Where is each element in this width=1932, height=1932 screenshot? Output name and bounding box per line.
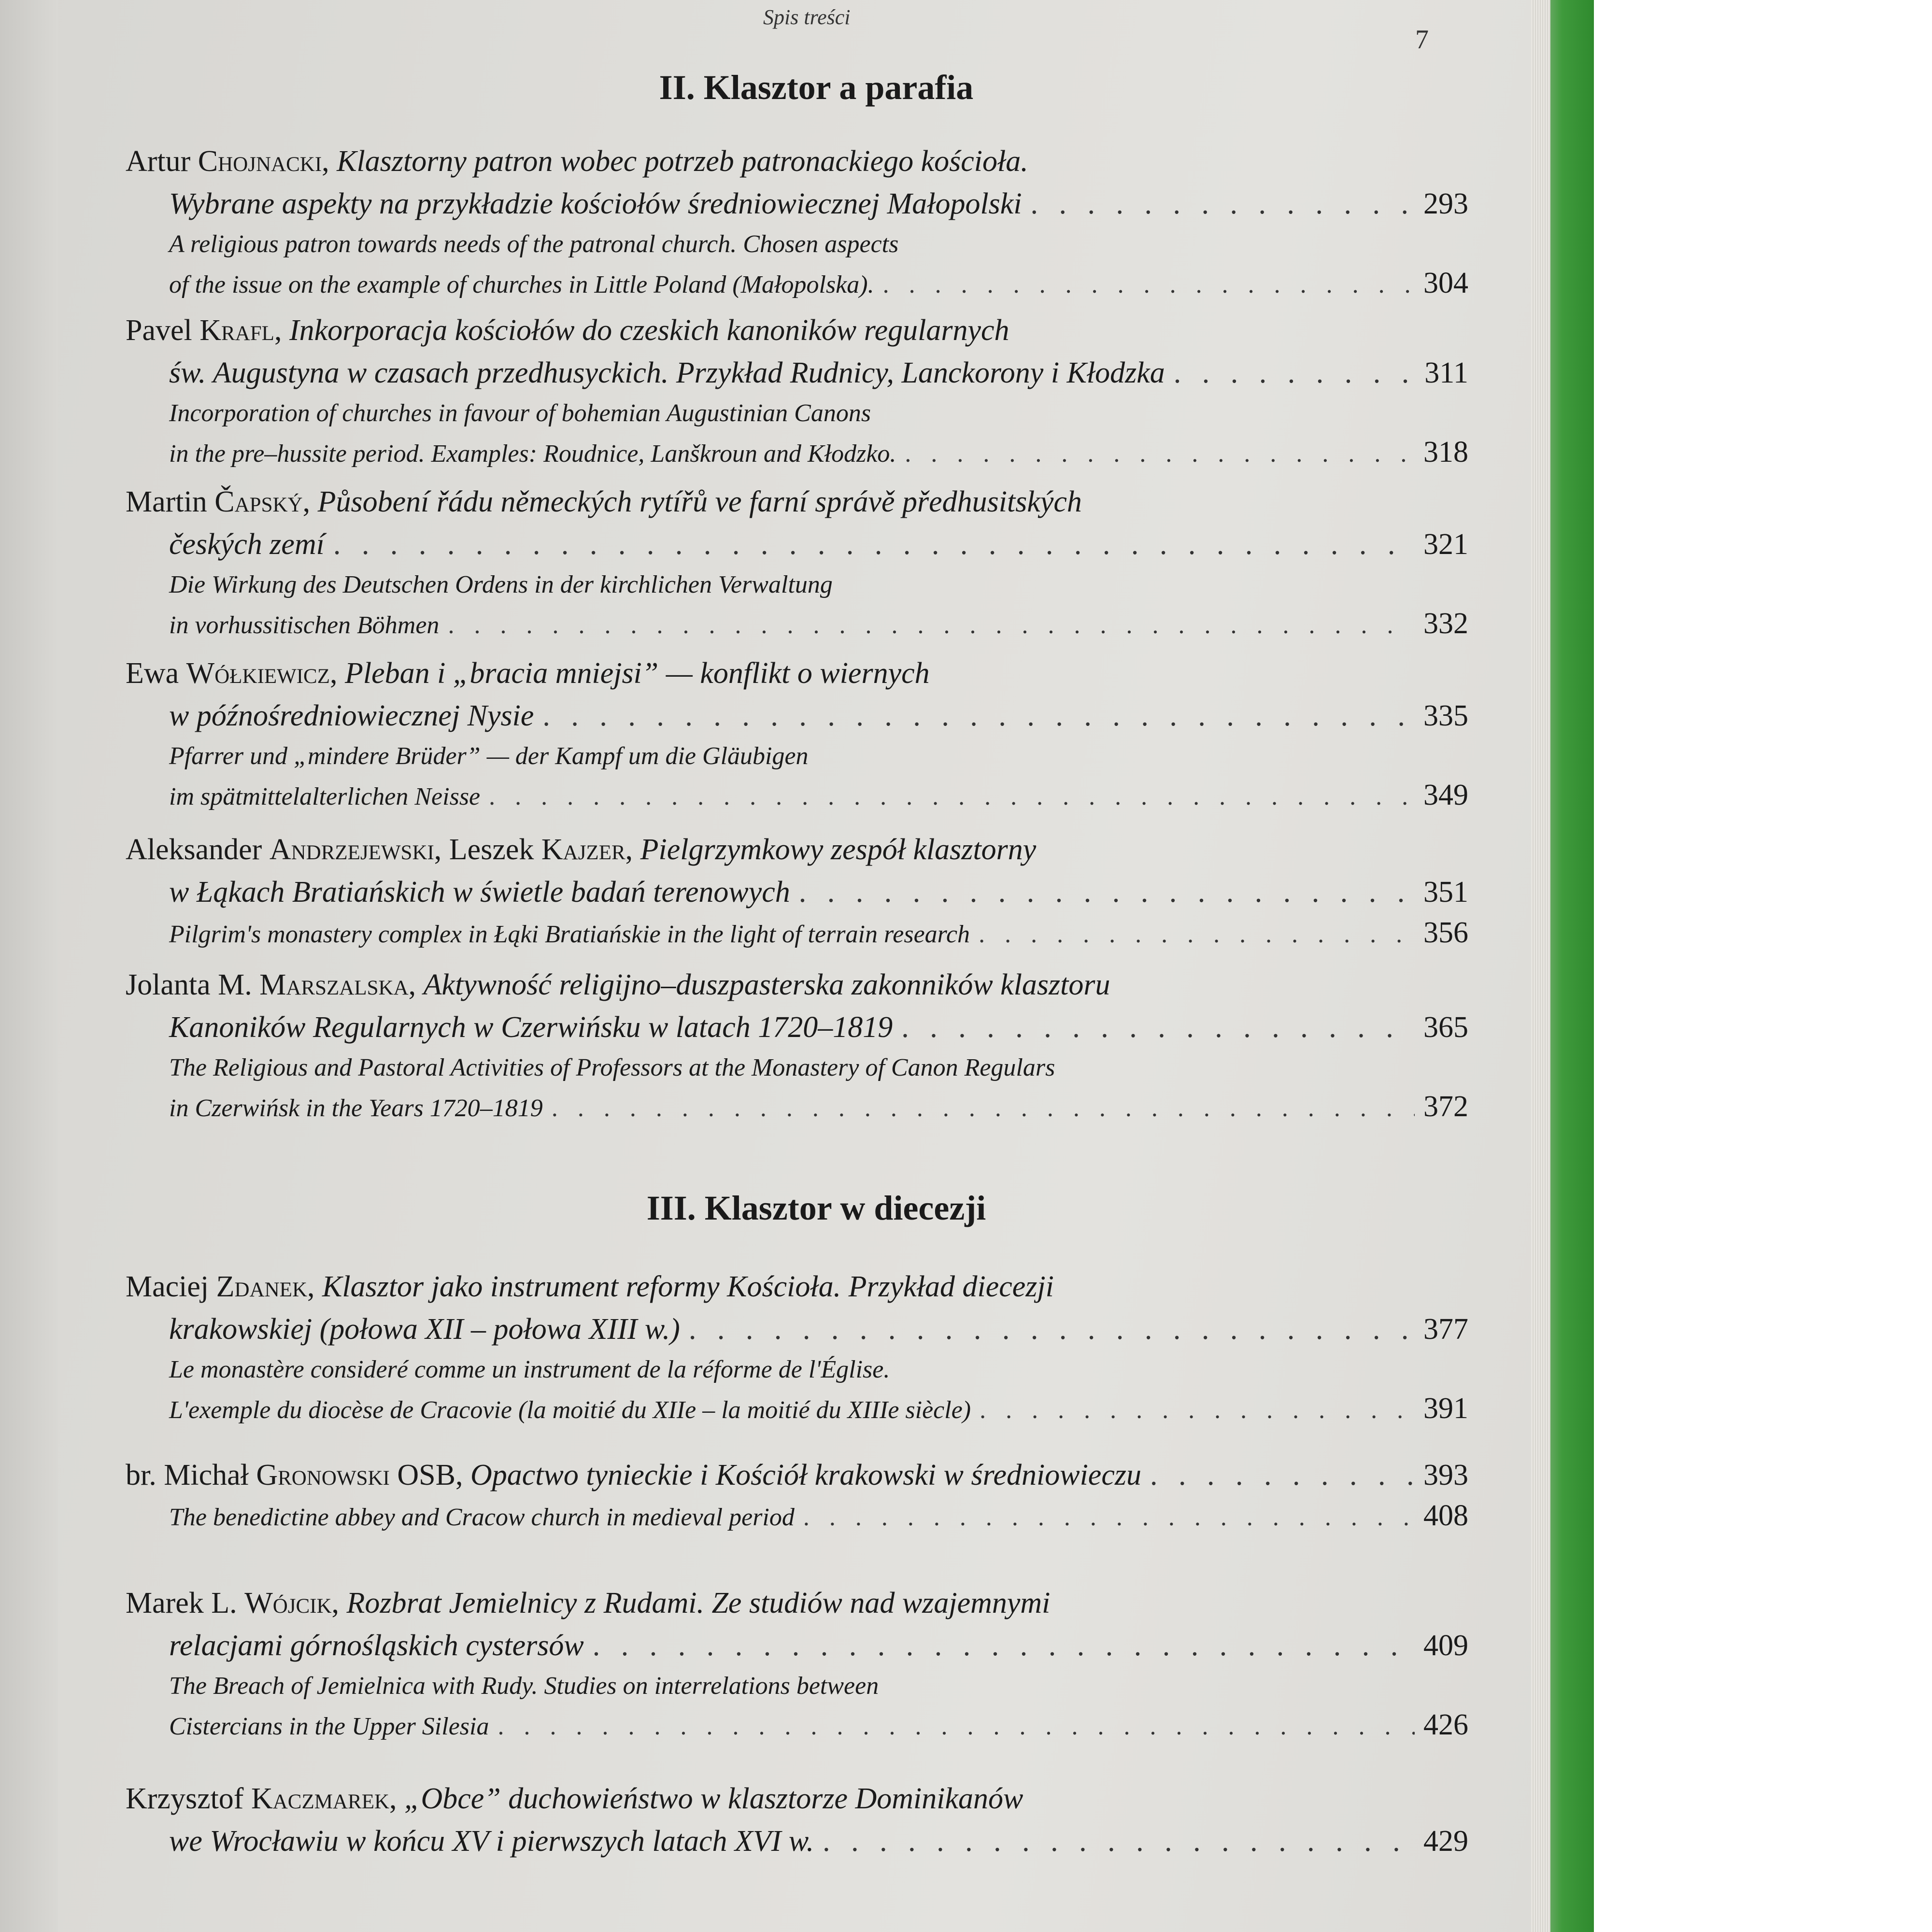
dot-leader bbox=[448, 606, 1415, 645]
page-ref: 351 bbox=[1423, 876, 1468, 909]
dot-leader bbox=[542, 695, 1415, 737]
entry-title-cont: českých zemí bbox=[169, 528, 325, 561]
toc-entry bbox=[126, 309, 1468, 473]
toc-entry bbox=[126, 652, 1468, 816]
toc-entry bbox=[126, 1777, 1468, 1862]
entry-title-cont: w późnośredniowiecznej Nysie bbox=[169, 699, 534, 732]
translated-title-cont: in vorhussitischen Böhmen bbox=[169, 611, 440, 639]
page-ref: 391 bbox=[1423, 1392, 1468, 1425]
page-ref: 408 bbox=[1423, 1499, 1468, 1532]
author: Krzysztof Kaczmarek, bbox=[126, 1782, 397, 1815]
toc-entry bbox=[126, 1582, 1468, 1746]
page-ref: 332 bbox=[1423, 607, 1468, 640]
page-number: 7 bbox=[1415, 25, 1429, 55]
author: Aleksander Andrzejewski, Leszek Kajzer, bbox=[126, 833, 633, 866]
dot-leader bbox=[883, 266, 1415, 304]
translated-title-cont: in Czerwińsk in the Years 1720–1819 bbox=[169, 1094, 543, 1122]
author: Ewa Wółkiewicz, bbox=[126, 657, 338, 690]
entry-title: Klasztorny patron wobec potrzeb patronackiego kościoła. bbox=[337, 145, 1028, 178]
page-ref: 349 bbox=[1423, 779, 1468, 811]
dot-leader bbox=[593, 1624, 1415, 1667]
entry-title-cont: relacjami górnośląskich cystersów bbox=[169, 1629, 584, 1662]
dot-leader bbox=[979, 915, 1415, 954]
dot-leader bbox=[552, 1089, 1415, 1128]
dot-leader bbox=[333, 523, 1415, 566]
translated-title: Pilgrim's monastery complex in Łąki Bratiańskie in the light of terrain research bbox=[169, 921, 970, 948]
entry-title: Působení řádu německých rytířů ve farní správě předhusitských bbox=[317, 485, 1082, 518]
entry-title: Aktywność religijno–duszpasterska zakonników klasztoru bbox=[423, 968, 1110, 1001]
translated-title: Die Wirkung des Deutschen Ordens in der kirchlichen Verwaltung bbox=[169, 571, 833, 598]
table-of-contents bbox=[126, 0, 1507, 1932]
page-gutter bbox=[0, 0, 58, 1932]
toc-entry bbox=[126, 1265, 1468, 1430]
entry-title: Opactwo tynieckie i Kościół krakowski w średniowieczu bbox=[470, 1459, 1141, 1492]
page-ref: 321 bbox=[1423, 528, 1468, 561]
author: Martin Čapský, bbox=[126, 485, 311, 518]
page-ref: 429 bbox=[1423, 1825, 1468, 1858]
entry-title: Pleban i „bracia mniejsi” — konflikt o wiernych bbox=[345, 657, 930, 690]
entry-title-cont: św. Augustyna w czasach przedhusyckich. Przykład Rudnicy, Lanckorony i Kłodzka bbox=[169, 356, 1165, 389]
translated-title: The Breach of Jemielnica with Rudy. Studies on interrelations between bbox=[169, 1672, 879, 1700]
toc-entry bbox=[126, 140, 1468, 304]
page-ref: 293 bbox=[1423, 187, 1468, 220]
entry-title: Rozbrat Jemielnicy z Rudami. Ze studiów nad wzajemnymi bbox=[346, 1587, 1051, 1619]
page-ref: 311 bbox=[1424, 356, 1468, 389]
translated-title-cont: im spätmittelalterlichen Neisse bbox=[169, 783, 481, 810]
dot-leader bbox=[901, 1006, 1415, 1049]
entry-title-cont: Wybrane aspekty na przykładzie kościołów średniowiecznej Małopolski bbox=[169, 187, 1022, 220]
translated-title: A religious patron towards needs of the patronal church. Chosen aspects bbox=[169, 230, 899, 258]
entry-title-cont: we Wrocławiu w końcu XV i pierwszych latach XVI w. bbox=[169, 1825, 814, 1858]
author: Pavel Krafl, bbox=[126, 314, 282, 347]
page-ref: 304 bbox=[1423, 267, 1468, 299]
translated-title-cont: Cistercians in the Upper Silesia bbox=[169, 1713, 489, 1740]
page-ref: 393 bbox=[1423, 1459, 1468, 1492]
page-ref: 372 bbox=[1423, 1090, 1468, 1123]
translated-title: The benedictine abbey and Cracow church in medieval period bbox=[169, 1504, 795, 1531]
dot-leader bbox=[823, 1820, 1415, 1862]
toc-entry bbox=[126, 828, 1468, 954]
translated-title: The Religious and Pastoral Activities of Professors at the Monastery of Canon Regulars bbox=[169, 1054, 1055, 1081]
entry-title: Inkorporacja kościołów do czeskich kanoników regularnych bbox=[289, 314, 1009, 347]
toc-entry bbox=[126, 1454, 1468, 1537]
author: Artur Chojnacki, bbox=[126, 145, 329, 178]
running-head: Spis treści bbox=[763, 5, 851, 29]
section-heading: III. Klasztor w diecezji bbox=[646, 1189, 986, 1227]
dot-leader bbox=[689, 1308, 1415, 1350]
page-ref: 426 bbox=[1423, 1708, 1468, 1741]
toc-entry bbox=[126, 964, 1468, 1128]
dot-leader bbox=[1174, 352, 1416, 394]
author: Jolanta M. Marszalska, bbox=[126, 968, 416, 1001]
page-ref: 365 bbox=[1423, 1011, 1468, 1044]
translated-title: Pfarrer und „mindere Brüder” — der Kampf um die Gläubigen bbox=[169, 742, 809, 770]
translated-title: Incorporation of churches in favour of bohemian Augustinian Canons bbox=[169, 399, 871, 427]
dot-leader bbox=[1150, 1454, 1415, 1496]
page-ref: 335 bbox=[1423, 699, 1468, 732]
entry-title: Pielgrzymkowy zespół klasztorny bbox=[640, 833, 1037, 866]
dot-leader bbox=[799, 871, 1415, 913]
dot-leader bbox=[905, 435, 1415, 473]
page-ref: 318 bbox=[1423, 436, 1468, 469]
translated-title: Le monastère consideré comme un instrument de la réforme de l'Église. bbox=[169, 1356, 890, 1383]
author: Maciej Zdanek, bbox=[126, 1270, 315, 1303]
author: br. Michał Gronowski OSB, bbox=[126, 1459, 463, 1492]
dot-leader bbox=[980, 1391, 1415, 1430]
dot-leader bbox=[1031, 183, 1415, 225]
entry-title-cont: Kanoników Regularnych w Czerwińsku w latach 1720–1819 bbox=[169, 1011, 893, 1044]
translated-title-cont: in the pre–hussite period. Examples: Roudnice, Lanškroun and Kłodzko. bbox=[169, 440, 896, 468]
dot-leader bbox=[803, 1498, 1415, 1537]
entry-title-cont: krakowskiej (połowa XII – połowa XIII w.) bbox=[169, 1313, 680, 1346]
page-ref: 377 bbox=[1423, 1313, 1468, 1346]
entry-title: Klasztor jako instrument reformy Kościoła. Przykład diecezji bbox=[322, 1270, 1054, 1303]
entry-title: „Obce” duchowieństwo w klasztorze Dominikanów bbox=[404, 1782, 1023, 1815]
dot-leader bbox=[489, 778, 1415, 816]
translated-title-cont: of the issue on the example of churches in Little Poland (Małopolska). bbox=[169, 271, 874, 298]
toc-entry bbox=[126, 481, 1468, 645]
author: Marek L. Wójcik, bbox=[126, 1587, 340, 1619]
page-ref: 409 bbox=[1423, 1629, 1468, 1662]
entry-title-cont: w Łąkach Bratiańskich w świetle badań terenowych bbox=[169, 876, 790, 909]
background bbox=[1623, 0, 1932, 1932]
translated-title-cont: L'exemple du diocèse de Cracovie (la moitié du XIIe – la moitié du XIIIe siècle) bbox=[169, 1396, 971, 1424]
page-ref: 356 bbox=[1423, 916, 1468, 949]
section-heading: II. Klasztor a parafia bbox=[659, 68, 974, 107]
dot-leader bbox=[497, 1707, 1415, 1746]
